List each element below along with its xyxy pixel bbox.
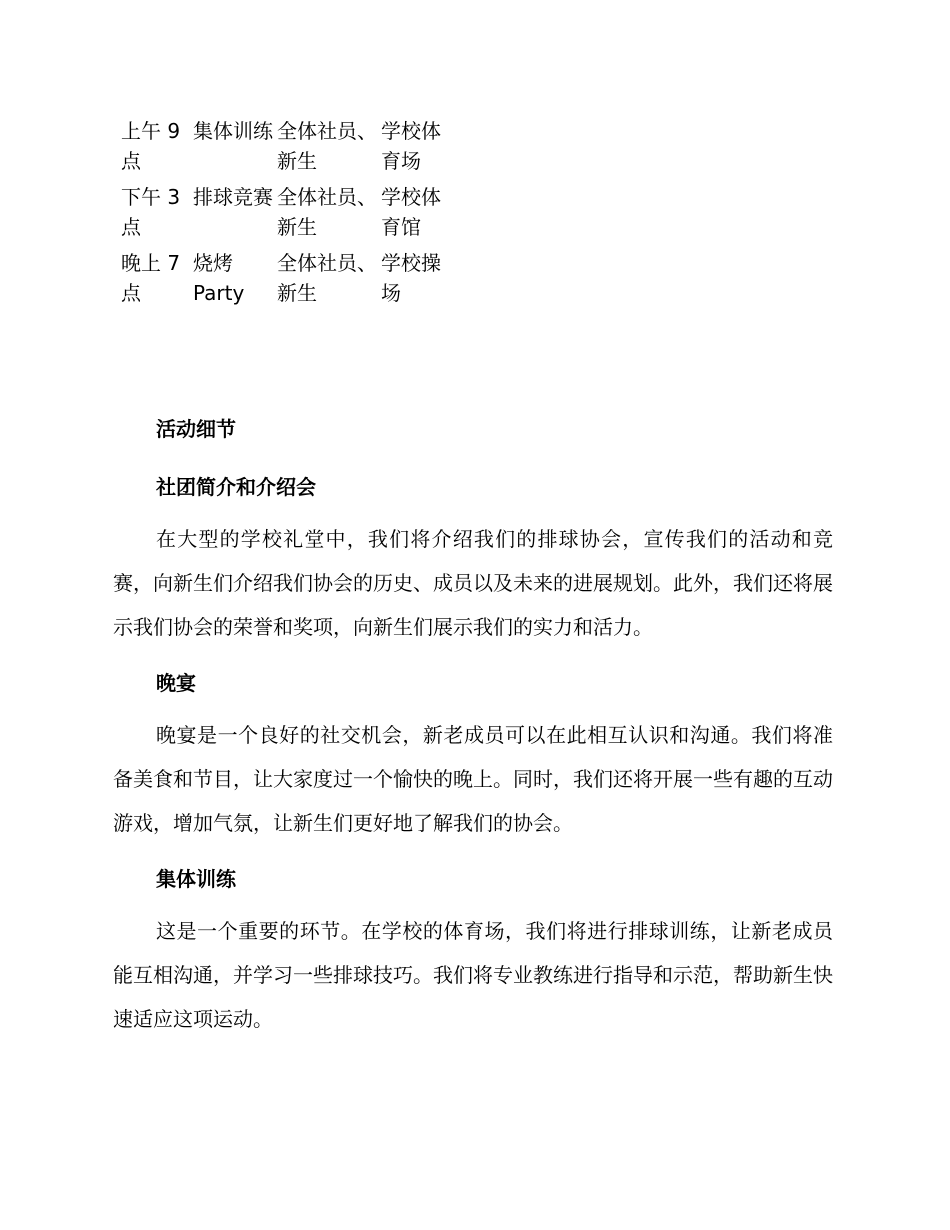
paragraph-training: 这是一个重要的环节。在学校的体育场，我们将进行排球训练，让新老成员能互相沟通，并学习一些排球技巧。我们将专业教练进行指导和示范，帮助新生快速适应这项运动。	[113, 919, 833, 1031]
schedule-participants-cell: 全体社员、新生	[277, 251, 377, 305]
schedule-time-cell: 下午 3 点	[121, 185, 181, 239]
paragraph-banquet: 晚宴是一个良好的社交机会，新老成员可以在此相互认识和沟通。我们将准备美食和节目，让大家度过一个愉快的晚上。同时，我们还将开展一些有趣的互动游戏，增加气氛，让新生们更好地了解我们的协会。	[113, 723, 833, 835]
schedule-time-cell: 晚上 7 点	[121, 251, 181, 305]
section-heading-training: 集体训练	[156, 867, 236, 891]
section-heading-banquet: 晚宴	[156, 671, 196, 695]
schedule-location-cell: 学校体育馆	[381, 185, 441, 239]
paragraph-intro: 在大型的学校礼堂中，我们将介绍我们的排球协会，宣传我们的活动和竞赛，向新生们介绍我们协会的历史、成员以及未来的进展规划。此外，我们还将展示我们协会的荣誉和奖项，向新生们展示我们的实力和活力。	[113, 527, 833, 639]
schedule-activity-cell: 集体训练	[193, 119, 273, 143]
schedule-table	[113, 116, 441, 314]
schedule-location-cell: 学校操场	[381, 251, 441, 305]
schedule-activity-cell: 排球竞赛	[193, 185, 273, 209]
schedule-location-cell: 学校体育场	[381, 119, 441, 173]
schedule-participants-cell: 全体社员、新生	[277, 185, 377, 239]
section-heading-intro: 社团简介和介绍会	[156, 475, 316, 499]
section-heading-activity-details: 活动细节	[156, 417, 236, 441]
document-content	[113, 409, 833, 1055]
table-row	[113, 248, 441, 314]
table-row	[113, 182, 441, 248]
schedule-activity-cell: 烧烤Party	[193, 251, 245, 305]
schedule-participants-cell: 全体社员、新生	[277, 119, 377, 173]
schedule-time-cell: 上午 9 点	[121, 119, 181, 173]
table-row	[113, 116, 441, 182]
